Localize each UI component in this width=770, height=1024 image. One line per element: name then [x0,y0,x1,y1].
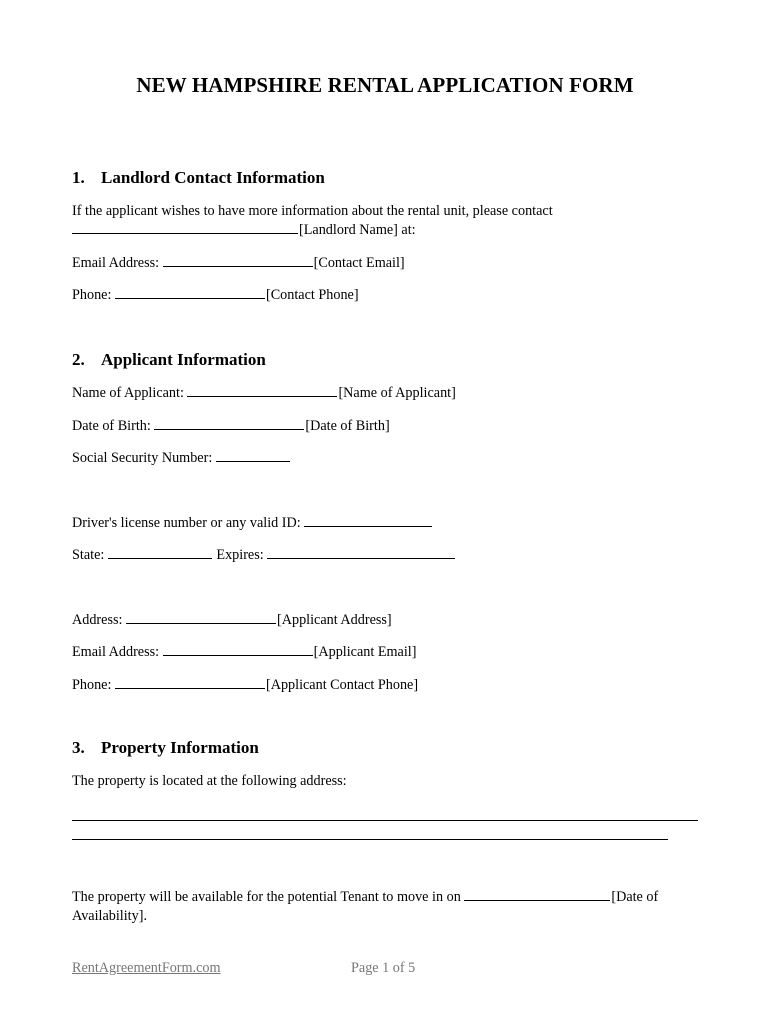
applicant-address-label: Address: [72,612,123,628]
section-3-heading [72,738,259,758]
applicant-phone-line [72,676,418,695]
applicant-dob-placeholder: [Date of Birth] [305,418,390,434]
landlord-email-placeholder: [Contact Email] [313,255,405,271]
section-2-title: Applicant Information [101,350,266,369]
landlord-name-placeholder: [Landlord Name] at: [299,222,416,238]
section-1-number: 1. [72,168,85,187]
applicant-expires-field[interactable] [267,546,455,559]
applicant-address-field[interactable] [126,611,276,624]
landlord-phone-label: Phone: [72,287,112,303]
landlord-intro-text: If the applicant wishes to have more information about the rental unit, please contact [72,203,553,219]
applicant-name-label: Name of Applicant: [72,385,184,401]
landlord-email-line [72,254,405,273]
availability-text: The property will be available for the potential Tenant to move in on [72,889,461,905]
availability-placeholder: [Date of [611,889,659,905]
applicant-name-field[interactable] [187,384,337,397]
applicant-ssn-field[interactable] [216,449,290,462]
applicant-license-label: Driver's license number or any valid ID: [72,515,301,531]
applicant-state-label: State: [72,547,105,563]
availability-line [72,888,658,907]
applicant-dob-line [72,417,390,436]
landlord-name-field[interactable] [72,221,298,234]
applicant-phone-field[interactable] [115,676,265,689]
availability-date-field[interactable] [464,888,610,901]
landlord-phone-placeholder: [Contact Phone] [265,287,359,303]
section-3-number: 3. [72,738,85,757]
landlord-phone-line [72,286,359,305]
document-title: NEW HAMPSHIRE RENTAL APPLICATION FORM [136,73,634,97]
applicant-email-field[interactable] [163,643,313,656]
applicant-email-line [72,643,416,662]
applicant-state-field[interactable] [108,546,212,559]
applicant-dob-label: Date of Birth: [72,418,151,434]
applicant-ssn-label: Social Security Number: [72,450,213,466]
applicant-address-placeholder: [Applicant Address] [277,612,392,628]
landlord-name-line [72,221,416,240]
section-1-heading [72,168,325,188]
availability-line-2: Availability]. [72,908,147,924]
property-location-text: The property is located at the following address: [72,773,347,789]
applicant-license-line [72,514,433,533]
applicant-phone-label: Phone: [72,677,112,693]
applicant-state-line [72,546,456,565]
section-2-heading [72,350,266,370]
applicant-email-label: Email Address: [72,644,160,660]
applicant-ssn-line [72,449,291,468]
applicant-name-line [72,384,456,403]
footer-site-link[interactable]: RentAgreementForm.com [72,960,221,976]
section-1-title: Landlord Contact Information [101,168,325,187]
landlord-email-field[interactable] [163,254,313,267]
landlord-email-label: Email Address: [72,255,160,271]
section-3-title: Property Information [101,738,259,757]
property-address-line-1[interactable] [72,820,698,821]
applicant-address-line [72,611,392,630]
applicant-email-placeholder: [Applicant Email] [313,644,417,660]
applicant-license-field[interactable] [304,514,432,527]
section-2-number: 2. [72,350,85,369]
applicant-phone-placeholder: [Applicant Contact Phone] [265,677,419,693]
applicant-name-placeholder: [Name of Applicant] [338,385,456,401]
applicant-dob-field[interactable] [154,417,304,430]
page-number: Page 1 of 5 [351,960,416,976]
landlord-phone-field[interactable] [115,286,265,299]
property-address-line-2[interactable] [72,839,668,840]
applicant-expires-label: Expires: [216,547,264,563]
